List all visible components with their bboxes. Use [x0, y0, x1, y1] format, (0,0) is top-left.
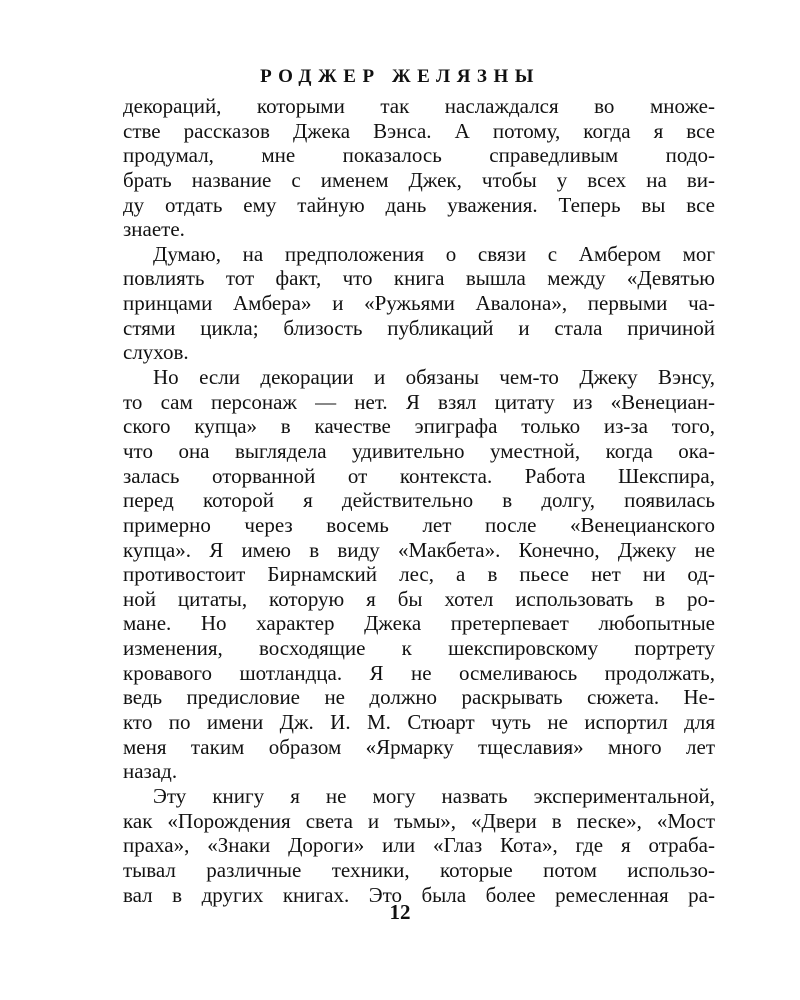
- text-line: декораций, которыми так наслаждался во множе-: [123, 94, 715, 118]
- text-line: праха», «Знаки Дороги» или «Глаз Кота», где я отраба-: [123, 833, 715, 858]
- text-line: мане. Но характер Джека претерпевает любопытные: [123, 611, 715, 636]
- text-line: Но если декорации и обязаны чем-то Джеку Вэнсу,: [153, 365, 715, 390]
- text-line: знаете.: [123, 217, 185, 242]
- text-line: перед которой я действительно в долгу, появилась: [123, 488, 715, 513]
- text-line: залась оторванной от контекста. Работа Шекспира,: [123, 463, 715, 488]
- text-line: то сам персонаж — нет. Я взял цитату из «Венециан-: [123, 389, 715, 414]
- body-text: [123, 94, 715, 907]
- text-line: вал в других книгах. Это была более ремесленная ра-: [123, 882, 715, 907]
- text-line: брать название с именем Джек, чтобы у всех на ви-: [123, 167, 715, 192]
- text-line: как «Порождения света и тьмы», «Двери в песке», «Мост: [123, 808, 715, 833]
- text-line: примерно через восемь лет после «Венецианского: [123, 512, 715, 537]
- text-line: кровавого шотландца. Я не осмеливаюсь продолжать,: [123, 660, 715, 685]
- text-line: повлиять тот факт, что книга вышла между «Девятью: [123, 266, 715, 291]
- text-line: Думаю, на предположения о связи с Амбером мог: [153, 241, 715, 266]
- text-line: стями цикла; близость публикаций и стала причиной: [123, 315, 715, 340]
- running-header: РОДЖЕР ЖЕЛЯЗНЫ: [260, 66, 540, 87]
- text-line: стве рассказов Джека Вэнса. А потому, когда я все: [123, 118, 715, 143]
- text-line: продумал, мне показалось справедливым подо-: [123, 143, 715, 168]
- text-line: назад.: [123, 759, 178, 784]
- page-number: 12: [389, 900, 411, 924]
- text-line: ского купца» в качестве эпиграфа только из-за того,: [123, 414, 715, 439]
- text-line: что она выглядела удивительно уместной, когда ока-: [123, 438, 715, 463]
- text-line: тывал различные техники, которые потом использо-: [123, 857, 715, 882]
- text-line: противостоит Бирнамский лес, а в пьесе нет ни од-: [123, 562, 715, 587]
- text-line: кто по имени Дж. И. М. Стюарт чуть не испортил для: [123, 710, 715, 735]
- text-line: Эту книгу я не могу назвать экспериментальной,: [153, 783, 715, 808]
- text-line: слухов.: [123, 340, 189, 365]
- text-line: купца». Я имею в виду «Макбета». Конечно, Джеку не: [123, 537, 715, 562]
- text-line: ной цитаты, которую я бы хотел использовать в ро-: [123, 586, 715, 611]
- text-line: изменения, восходящие к шекспировскому портрету: [123, 636, 715, 661]
- text-line: ведь предисловие не должно раскрывать сюжета. Не-: [123, 685, 715, 710]
- text-line: ду отдать ему тайную дань уважения. Теперь вы все: [123, 192, 715, 217]
- text-line: меня таким образом «Ярмарку тщеславия» много лет: [123, 734, 715, 759]
- text-line: принцами Амбера» и «Ружьями Авалона», первыми ча-: [123, 291, 715, 316]
